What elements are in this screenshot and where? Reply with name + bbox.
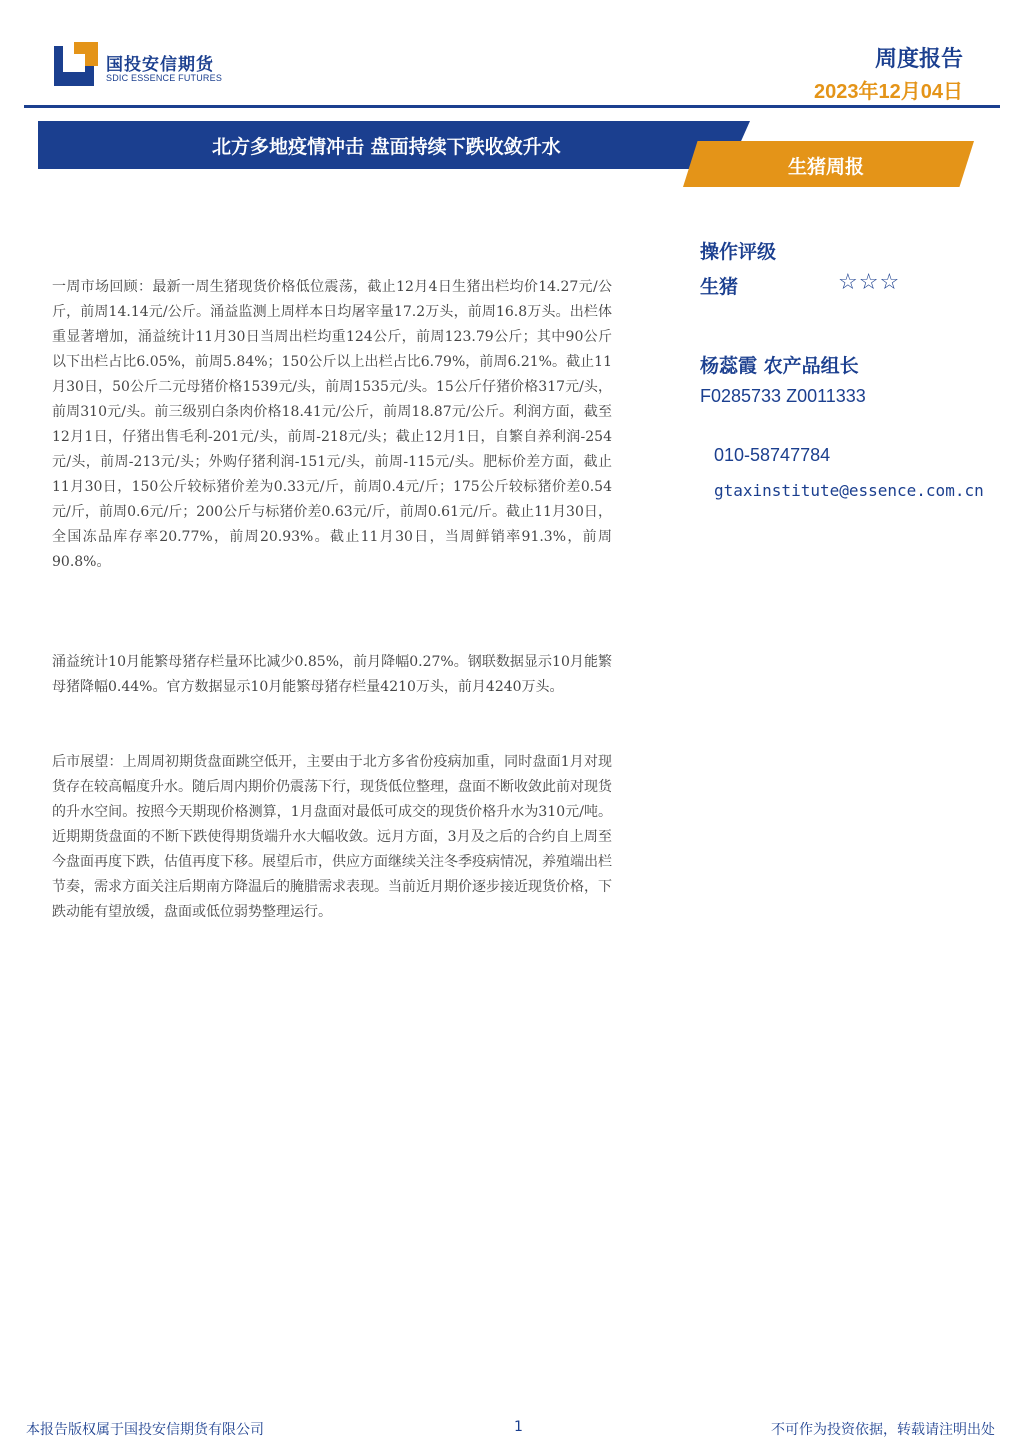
rated-product: 生猪	[700, 276, 739, 298]
logo-text-cn: 国投安信期货	[106, 55, 214, 75]
footer-disclaimer: 不可作为投资依据，转载请注明出处	[771, 1422, 995, 1438]
logo-text-en: SDIC ESSENCE FUTURES	[106, 73, 223, 83]
footer-copyright: 本报告版权属于国投安信期货有限公司	[26, 1422, 264, 1438]
report-title: 北方多地疫情冲击 盘面持续下跌收敛升水	[212, 136, 561, 158]
analyst-name: 杨蕊霞 农产品组长	[700, 355, 859, 377]
contact-phone: 010-58747784	[714, 445, 831, 465]
report-date: 2023年12月04日	[814, 81, 963, 103]
rating-heading: 操作评级	[700, 241, 777, 263]
company-logo	[54, 42, 254, 90]
outlook-paragraph: 后市展望：上周周初期货盘面跳空低开，主要由于北方多省份疫病加重，同时盘面1月对现货存在较高幅度升水。随后周内期价仍震荡下行，现货低位整理，盘面不断收敛此前对现货的升水空间。按照今天期现价格测算，1月盘面对最低可成交的现货价格升水为310元/吨。近期期货盘面的不断下跌使得期货端升水大幅收敛。远月方面，3月及之后的合约自上周至今盘面再度下跌，估值再度下移。展望后市，供应方面继续关注冬季疫病情况，养殖端出栏节奏，需求方面关注后期南方降温后的腌腊需求表现。当前近月期价逐步接近现货价格，下跌动能有望放缓，盘面或低位弱势整理运行。	[52, 754, 612, 920]
market-review-paragraph: 一周市场回顾：最新一周生猪现货价格低位震荡，截止12月4日生猪出栏均价14.27元/公斤，前周14.14元/公斤。涌益监测上周样本日均屠宰量17.2万头，前周16.8万头。出栏体重显著增加，涌益统计11月30日当周出栏均重124公斤，前周123.79公斤；其中90公斤以下出栏占比6.05%，前周5.84%；150公斤以上出栏占比6.79%，前周6.21%。截止11月30日，50公斤二元母猪价格1539元/头，前周1535元/头。15公斤仔猪价格317元/头，前周310元/头。前三级别白条肉价格18.41元/公斤，前周18.87元/公斤。利润方面，截至12月1日，仔猪出售毛利-201元/头，前周-218元/头；截止12月1日，自繁自养利润-254元/头，前周-213元/头；外购仔猪利润-151元/头，前周-115元/头。肥标价差方面，截止11月30日，150公斤较标猪价差为0.33元/斤，前周0.4元/斤；175公斤较标猪价差0.54元/斤，前周0.6元/斤；200公斤与标猪价差0.63元/斤，前周0.61元/斤。截止11月30日，全国冻品库存率20.77%，前周20.93%。截止11月30日，当周鲜销率91.3%，前周90.8%。	[52, 279, 612, 570]
analyst-license-ids: F0285733 Z0011333	[700, 386, 866, 406]
rating-stars-icon: ☆☆☆	[838, 270, 901, 295]
logo-mark-icon	[54, 42, 98, 86]
report-type: 周度报告	[874, 47, 963, 72]
report-tag: 生猪周报	[788, 156, 865, 178]
sow-inventory-paragraph: 涌益统计10月能繁母猪存栏量环比减少0.85%，前月降幅0.27%。钢联数据显示10月能繁母猪降幅0.44%。官方数据显示10月能繁母猪存栏量4210万头，前月4240万头。	[52, 654, 612, 695]
contact-email[interactable]: gtaxinstitute@essence.com.cn	[714, 481, 984, 500]
page-number: 1	[514, 1419, 523, 1435]
header-divider	[24, 105, 1000, 108]
